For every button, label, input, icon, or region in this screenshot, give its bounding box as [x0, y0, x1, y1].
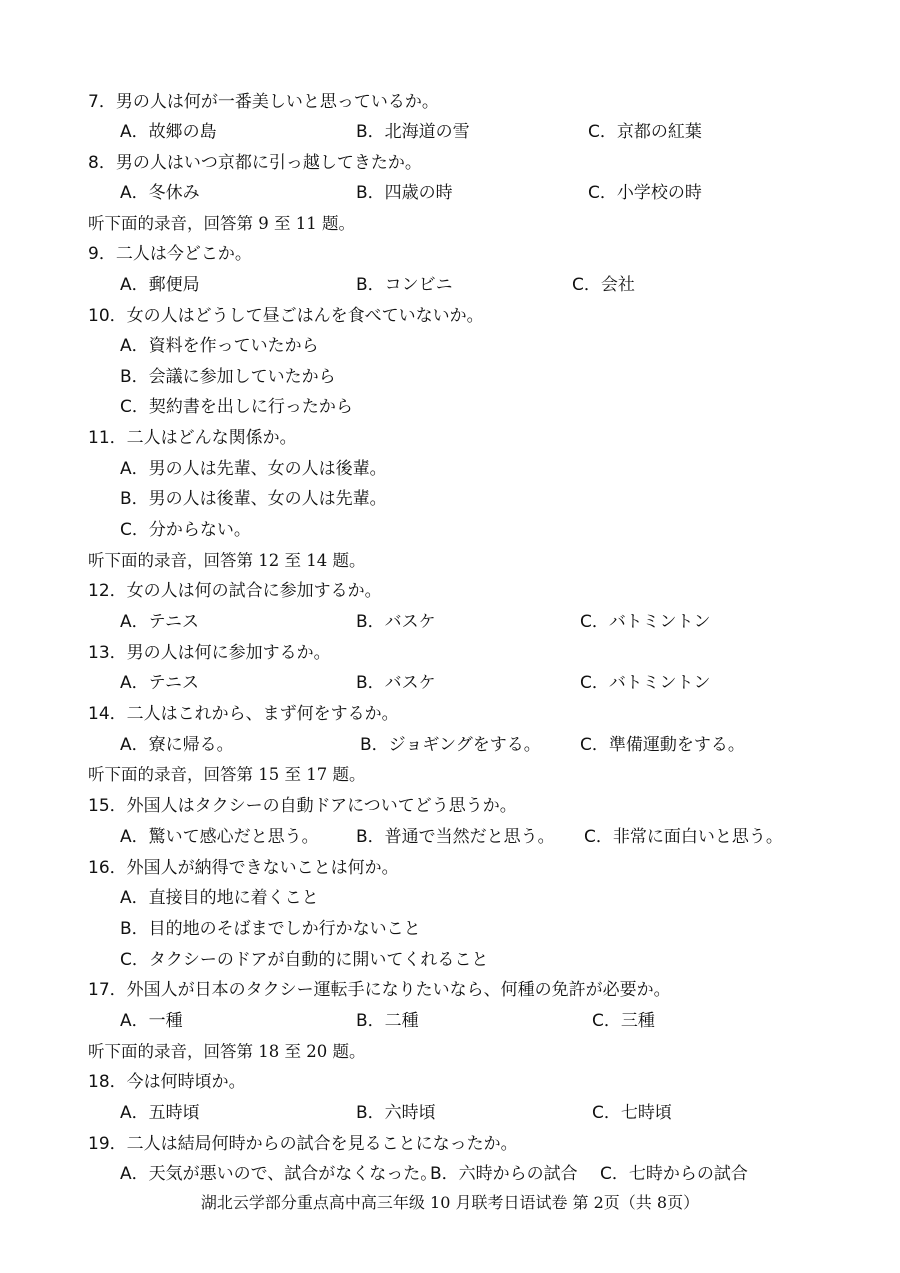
question-15: 15．外国人はタクシーの自動ドアについてどう思うか。 [88, 796, 517, 816]
q14-option-b: B．ジョギングをする。 [360, 735, 541, 755]
q13-option-a: A．テニス [120, 673, 199, 693]
question-18: 18．今は何時頃か。 [88, 1072, 246, 1092]
page-footer: 湖北云学部分重点高中高三年级 10 月联考日语试卷 第 2页（共 8页） [200, 1193, 700, 1212]
q10-option-a: A．資料を作っていたから [120, 336, 319, 356]
q8-option-c: C．小学校の時 [588, 183, 702, 203]
q7-option-b: B．北海道の雪 [356, 122, 470, 142]
q15-option-a: A．驚いて感心だと思う。 [120, 827, 319, 847]
q19-option-c: C．七時からの試合 [600, 1164, 748, 1184]
question-19: 19．二人は結局何時からの試合を見ることになったか。 [88, 1134, 518, 1154]
question-16: 16．外国人が納得できないことは何か。 [88, 858, 399, 878]
section-instruction-9-11: 听下面的录音，回答第 9 至 11 题。 [88, 214, 355, 233]
q14-option-c: C．準備運動をする。 [580, 735, 745, 755]
q11-option-b: B．男の人は後輩、女の人は先輩。 [120, 489, 387, 509]
section-instruction-12-14: 听下面的录音，回答第 12 至 14 题。 [88, 551, 366, 570]
q19-option-b: B．六時からの試合 [430, 1164, 578, 1184]
q11-option-c: C．分からない。 [120, 520, 251, 540]
q18-option-b: B．六時頃 [356, 1103, 436, 1123]
section-instruction-15-17: 听下面的录音，回答第 15 至 17 题。 [88, 765, 366, 784]
q12-option-b: B．バスケ [356, 612, 436, 632]
q8-option-a: A．冬休み [120, 183, 200, 203]
q13-option-b: B．バスケ [356, 673, 436, 693]
q9-option-c: C．会社 [572, 275, 635, 295]
q9-option-a: A．郵便局 [120, 275, 200, 295]
q16-option-a: A．直接目的地に着くこと [120, 888, 319, 908]
q9-option-b: B．コンビニ [356, 275, 453, 295]
q18-option-c: C．七時頃 [592, 1103, 672, 1123]
question-14: 14．二人はこれから、まず何をするか。 [88, 704, 399, 724]
q12-option-a: A．テニス [120, 612, 199, 632]
q17-option-b: B．二種 [356, 1011, 419, 1031]
q12-option-c: C．バトミントン [580, 612, 711, 632]
q14-option-a: A．寮に帰る。 [120, 735, 234, 755]
q19-option-a: A．天気が悪いので、試合がなくなった。 [120, 1164, 438, 1184]
question-9: 9．二人は今どこか。 [88, 244, 252, 264]
q17-option-a: A．一種 [120, 1011, 183, 1031]
q15-option-c: C．非常に面白いと思う。 [584, 827, 783, 847]
question-17: 17．外国人が日本のタクシー運転手になりたいなら、何種の免許が必要か。 [88, 980, 671, 1000]
question-12: 12．女の人は何の試合に参加するか。 [88, 581, 382, 601]
question-10: 10．女の人はどうして昼ごはんを食べていないか。 [88, 306, 484, 326]
question-11: 11．二人はどんな関係か。 [88, 428, 297, 448]
q15-option-b: B．普通で当然だと思う。 [356, 827, 555, 847]
q11-option-a: A．男の人は先輩、女の人は後輩。 [120, 459, 387, 479]
q10-option-b: B．会議に参加していたから [120, 367, 336, 387]
q8-option-b: B．四歳の時 [356, 183, 453, 203]
q7-option-c: C．京都の紅葉 [588, 122, 702, 142]
q18-option-a: A．五時頃 [120, 1103, 200, 1123]
q7-option-a: A．故郷の島 [120, 122, 217, 142]
q16-option-c: C．タクシーのドアが自動的に開いてくれること [120, 950, 489, 970]
question-8: 8．男の人はいつ京都に引っ越してきたか。 [88, 153, 422, 173]
q13-option-c: C．バトミントン [580, 673, 711, 693]
q16-option-b: B．目的地のそばまでしか行かないこと [120, 919, 421, 939]
question-7: 7．男の人は何が一番美しいと思っているか。 [88, 92, 439, 112]
q17-option-c: C．三種 [592, 1011, 655, 1031]
section-instruction-18-20: 听下面的录音，回答第 18 至 20 题。 [88, 1042, 366, 1061]
q10-option-c: C．契約書を出しに行ったから [120, 397, 353, 417]
question-13: 13．男の人は何に参加するか。 [88, 643, 331, 663]
